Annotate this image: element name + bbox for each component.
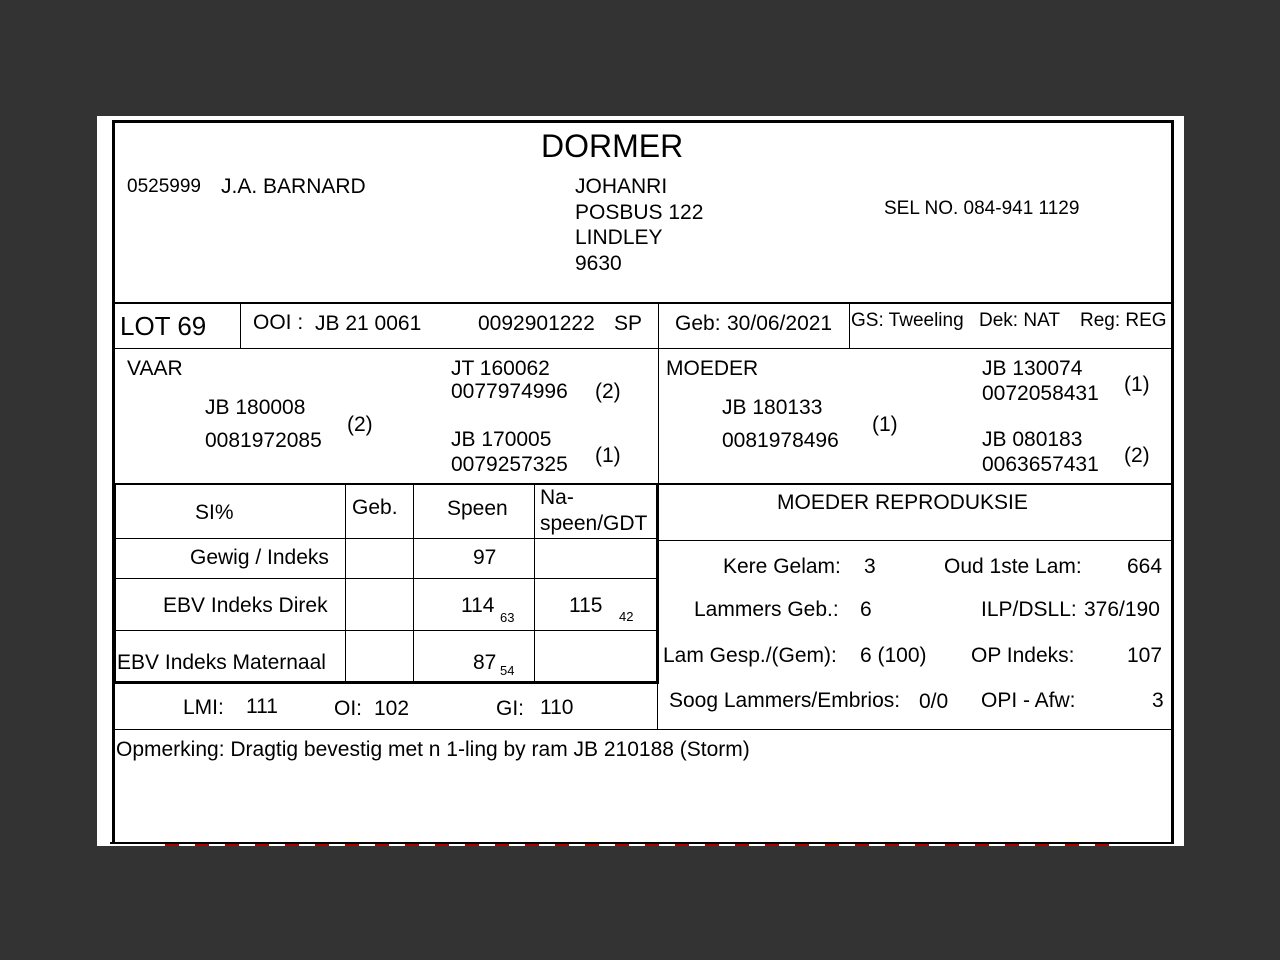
phone-number: SEL NO. 084-941 1129 (884, 198, 1080, 219)
row-label-gewig: Gewig / Indeks (190, 546, 329, 569)
oi-value: 102 (374, 697, 410, 720)
lot-number: LOT 69 (120, 311, 207, 341)
direk-speen: 114 (461, 594, 495, 617)
birth-date: 30/06/2021 (727, 312, 833, 335)
opi-label: OPI - Afw: (981, 689, 1076, 712)
oud-label: Oud 1ste Lam: (944, 555, 1082, 578)
divider (240, 303, 241, 348)
moeder-sire-id: JB 130074 (982, 357, 1083, 380)
breed-title: DORMER (541, 128, 684, 164)
gs-value: GS: Tweeling (851, 310, 964, 331)
maternaal-speen: 87 (473, 651, 497, 674)
cut-line (165, 844, 1125, 846)
divider (114, 681, 659, 684)
soog-value: 0/0 (919, 690, 949, 713)
ooi-label: OOI : (253, 311, 304, 334)
remark: Opmerking: Dragtig bevestig met n 1-ling by ram JB 210188 (Storm) (116, 738, 750, 761)
moeder-sire-count: (1) (1124, 373, 1150, 396)
vaar-count: (2) (347, 413, 373, 436)
row-label-direk: EBV Indeks Direk (163, 594, 328, 617)
dek-value: Dek: NAT (979, 310, 1060, 331)
address-line-4: 9630 (575, 252, 622, 275)
vaar-dam-number: 0079257325 (451, 453, 568, 476)
vaar-sire-number: 0077974996 (451, 380, 568, 403)
moeder-dam-id: JB 080183 (982, 428, 1083, 451)
soog-label: Soog Lammers/Embrios: (669, 689, 901, 712)
lamgesp-value: 6 (100) (860, 644, 927, 667)
vaar-dam-count: (1) (595, 444, 621, 467)
divider (115, 483, 1173, 485)
divider (413, 484, 414, 682)
divider (657, 684, 658, 730)
oud-value: 664 (1127, 555, 1163, 578)
divider (115, 348, 1173, 349)
moeder-dam-number: 0063657431 (982, 453, 1099, 476)
address-line-2: POSBUS 122 (575, 201, 704, 224)
vaar-id: JB 180008 (205, 396, 306, 419)
moeder-sire-number: 0072058431 (982, 382, 1099, 405)
direk-naspeen: 115 (569, 594, 603, 617)
moeder-id: JB 180133 (722, 396, 823, 419)
kere-label: Kere Gelam: (723, 555, 841, 578)
address-line-3: LINDLEY (575, 226, 663, 249)
lmi-value: 111 (246, 695, 278, 718)
naspeen-header-line2: speen/GDT (540, 512, 648, 535)
lammers-value: 6 (860, 598, 872, 621)
birth-label: Geb: (675, 312, 721, 335)
owner-code: 0525999 (127, 176, 201, 197)
lmi-label: LMI: (183, 696, 224, 719)
naspeen-header-line1: Na- (540, 486, 574, 509)
ilp-label: ILP/DSLL: (981, 598, 1077, 621)
reg-value: Reg: REG (1080, 310, 1167, 331)
maternaal-speen-accuracy: 54 (500, 663, 515, 678)
speen-header: Speen (447, 497, 508, 520)
op-label: OP Indeks: (971, 644, 1075, 667)
divider (115, 729, 1173, 730)
direk-naspeen-accuracy: 42 (619, 609, 634, 624)
ilp-value: 376/190 (1084, 598, 1160, 621)
lammers-label: Lammers Geb.: (694, 598, 839, 621)
si-header: SI% (195, 501, 234, 524)
moeder-count: (1) (872, 413, 898, 436)
divider (659, 540, 1173, 541)
divider (849, 303, 850, 348)
divider (656, 484, 659, 684)
owner-name: J.A. BARNARD (221, 175, 366, 198)
lamgesp-label: Lam Gesp./(Gem): (663, 644, 837, 667)
geb-header: Geb. (352, 496, 398, 519)
direk-speen-accuracy: 63 (500, 610, 515, 625)
op-value: 107 (1127, 644, 1163, 667)
opi-value: 3 (1152, 689, 1164, 712)
divider (115, 578, 657, 579)
registration-number: 0092901222 (478, 312, 595, 335)
vaar-sire-count: (2) (595, 380, 621, 403)
moeder-dam-count: (2) (1124, 444, 1150, 467)
divider (114, 484, 116, 684)
address-line-1: JOHANRI (575, 175, 668, 198)
gi-value: 110 (540, 696, 574, 719)
oi-label: OI: (334, 697, 363, 720)
divider (115, 538, 657, 539)
gewig-speen: 97 (473, 546, 497, 569)
divider (345, 484, 346, 682)
reproduction-title: MOEDER REPRODUKSIE (777, 491, 1028, 514)
vaar-dam-id: JB 170005 (451, 428, 552, 451)
moeder-number: 0081978496 (722, 429, 839, 452)
vaar-sire-id: JT 160062 (451, 357, 550, 380)
divider (115, 630, 657, 631)
moeder-label: MOEDER (666, 357, 759, 380)
divider (115, 302, 1173, 304)
vaar-label: VAAR (127, 357, 183, 380)
divider (534, 484, 535, 682)
ooi-id: JB 21 0061 (315, 312, 422, 335)
row-label-maternaal: EBV Indeks Maternaal (117, 651, 326, 674)
vaar-number: 0081972085 (205, 429, 322, 452)
divider (658, 303, 659, 483)
sp-code: SP (614, 312, 643, 335)
kere-value: 3 (864, 555, 876, 578)
gi-label: GI: (496, 697, 525, 720)
